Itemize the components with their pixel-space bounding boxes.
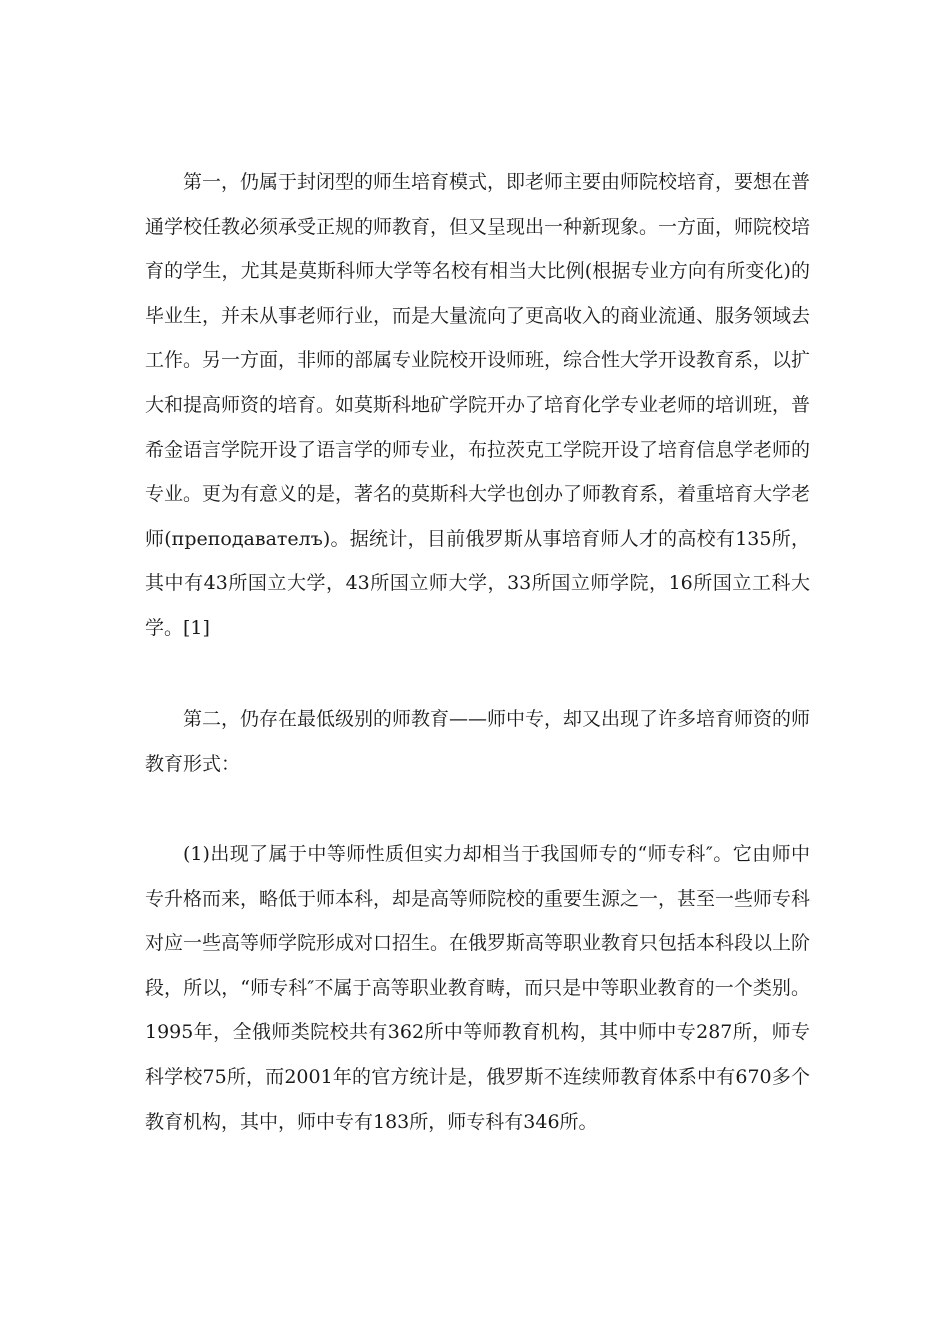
paragraph-3: (1)出现了属于中等师性质但实力却相当于我国师专的“师专科″。它由师中专升格而来，略低于师本科，却是高等师院校的重要生源之一，甚至一些师专科对应一些高等师学院形成对口招生。在俄罗斯高等职业教育只包括本科段以上阶段，所以，“师专科″不属于高等职业教育畴，而只是中等职业教育的一个类别。1995年，全俄师类院校共有362所中等师教育机构，其中师中专287所，师专科学校75所，而2001年的官方统计是，俄罗斯不连续师教育体系中有670多个教育机构，其中，师中专有183所，师专科有346所。 (145, 843, 811, 1133)
paragraph-2: 第二，仍存在最低级别的师教育——师中专，却又出现了许多培育师资的师教育形式： (145, 708, 811, 775)
paragraph-1: 第一，仍属于封闭型的师生培育模式，即老师主要由师院校培育，要想在普通学校任教必须承受正规的师教育，但又呈现出一种新现象。一方面，师院校培育的学生，尤其是莫斯科师大学等名校有相当大比例(根据专业方向有所变化)的毕业生，并未从事老师行业，而是大量流向了更高收入的商业流通、服务领域去工作。另一方面，非师的部属专业院校开设师班，综合性大学开设教育系，以扩大和提高师资的培育。如莫斯科地矿学院开办了培育化学专业老师的培训班，普希金语言学院开设了语言学的师专业，布拉茨克工学院开设了培育信息学老师的专业。更为有意义的是，著名的莫斯科大学也创办了师教育系，着重培育大学老师(преподавателъ)。据统计，目前俄罗斯从事培育师人才的高校有135所，其中有43所国立大学，43所国立师大学，33所国立师学院，16所国立工科大学。[1] (145, 171, 811, 639)
